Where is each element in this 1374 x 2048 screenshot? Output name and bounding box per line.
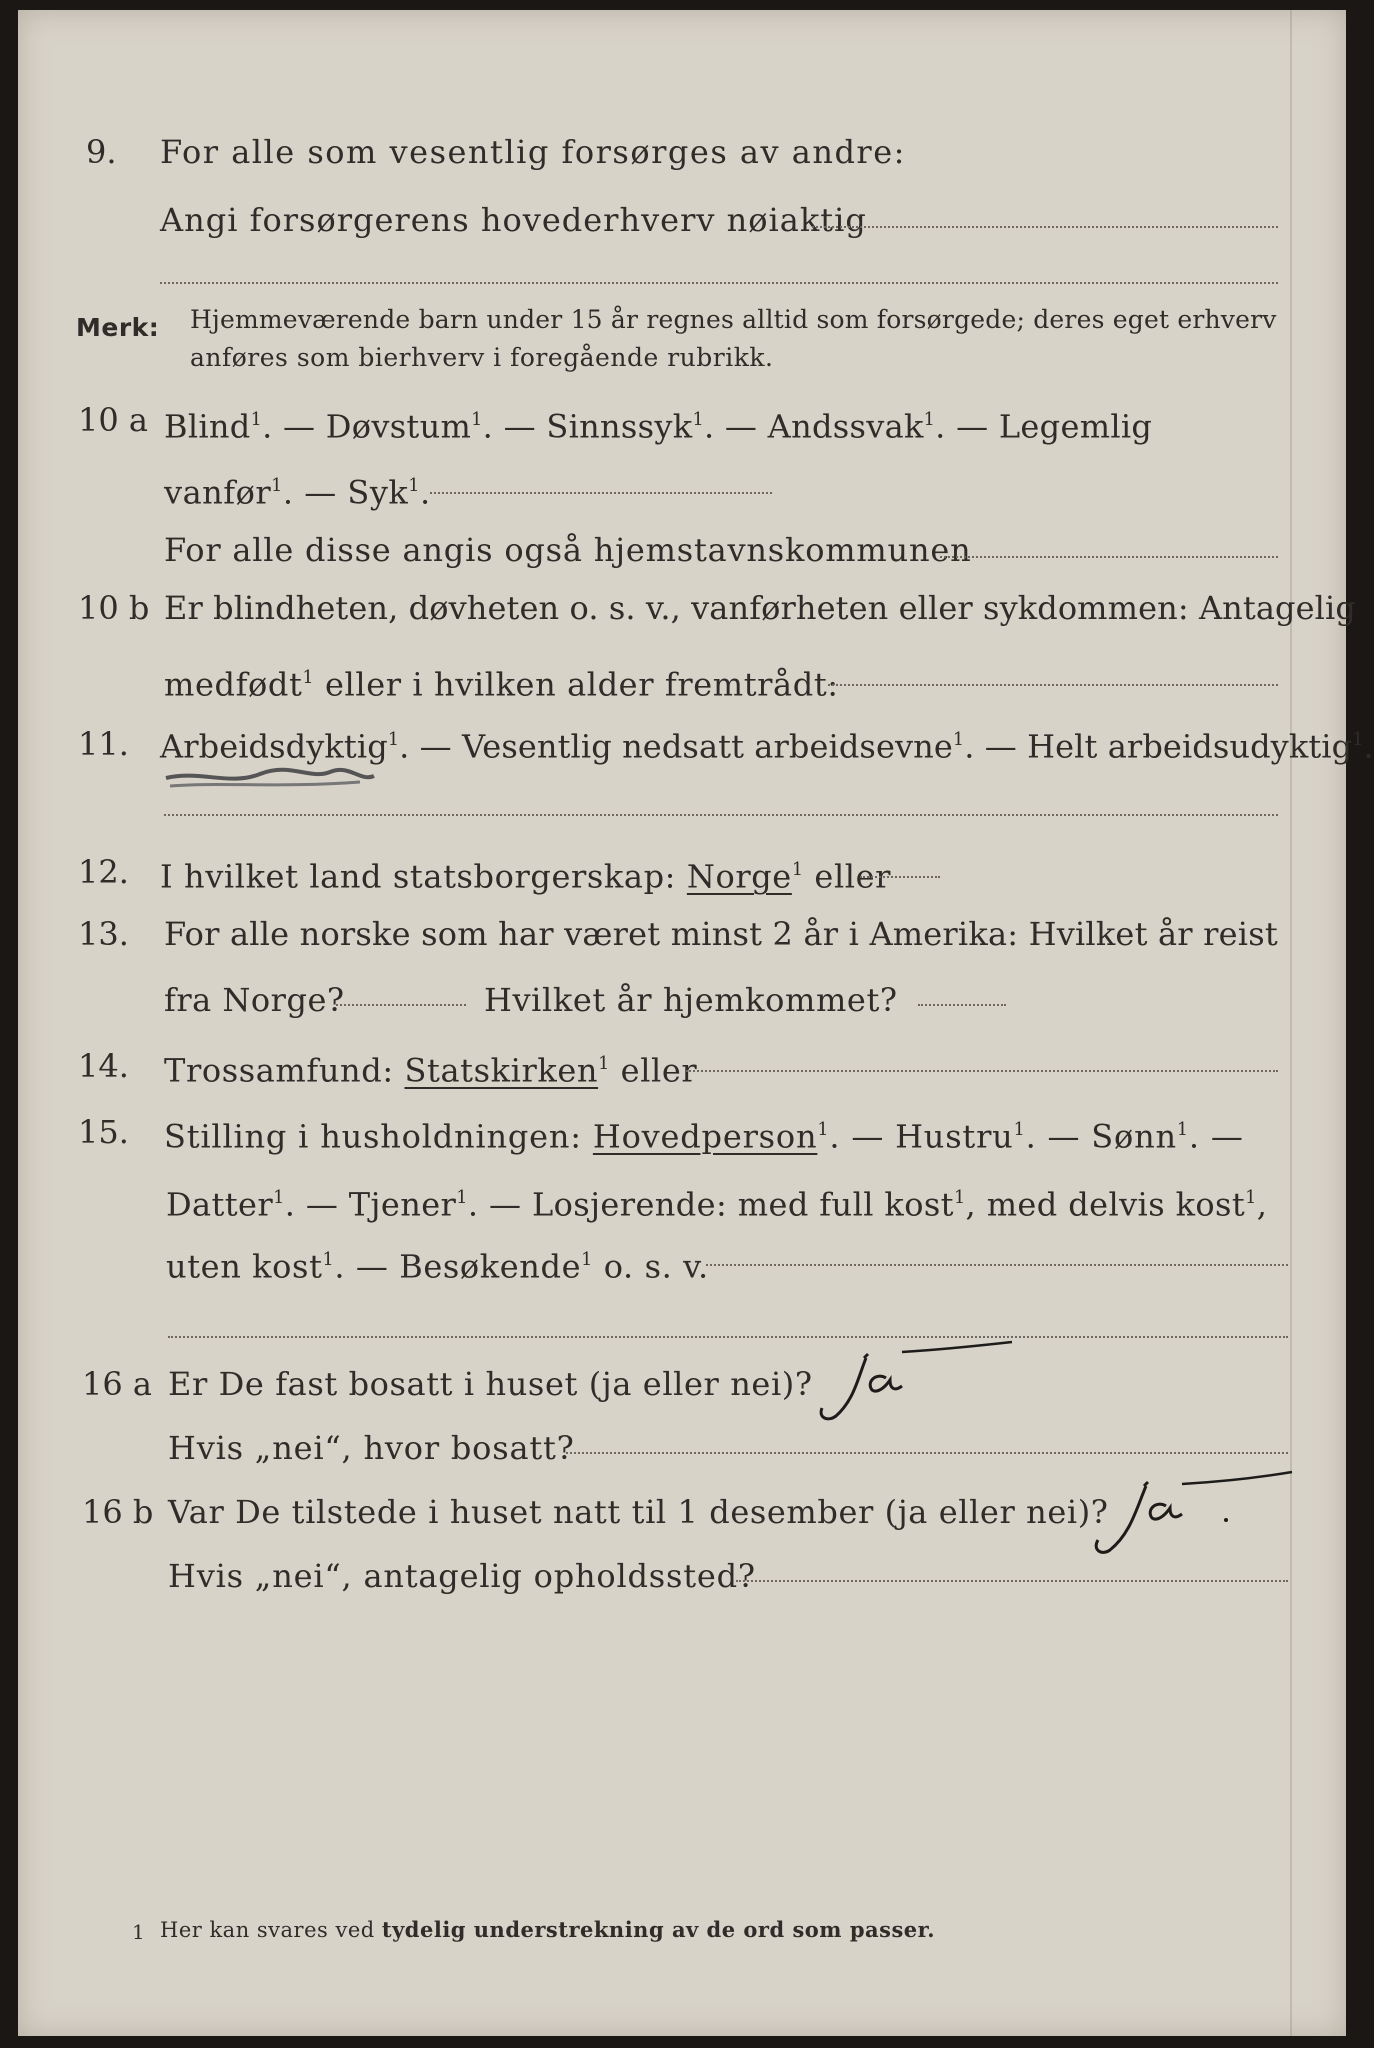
- q16a-answer-line[interactable]: [566, 1452, 1288, 1454]
- q10a-answer-line[interactable]: [430, 492, 772, 494]
- q12-line: I hvilket land statsborgerskap: Norge$^1$ eller: [160, 857, 892, 896]
- footnote-text: Her kan svares ved tydelig understrekning av de ord som passer.: [160, 1917, 936, 1942]
- q12-number: 12.: [78, 853, 129, 891]
- q10b-answer-line[interactable]: [828, 684, 1278, 686]
- q16b-handwritten-answer: [1086, 1470, 1296, 1560]
- q16a-line2: Hvis „nei“, hvor bosatt?: [168, 1429, 575, 1467]
- q14-answer-line[interactable]: [686, 1070, 1278, 1072]
- q9-line2: Angi forsørgerens hovederhverv nøiaktig: [160, 201, 867, 239]
- q13-line2b: Hvilket år hjemkommet?: [484, 981, 898, 1019]
- q13-line2a: fra Norge?: [164, 981, 345, 1019]
- q9-number: 9.: [86, 133, 117, 171]
- q14-number: 14.: [78, 1047, 129, 1085]
- q16a-number: 16 a: [82, 1365, 152, 1403]
- q15-line1: Stilling i husholdningen: Hovedperson$^1$. — Hustru$^1$. — Sønn$^1$. —: [164, 1117, 1244, 1156]
- q13-number: 13.: [78, 915, 129, 953]
- q12-answer-norge: Norge: [686, 857, 792, 896]
- handwritten-strike-mark: [160, 760, 380, 796]
- q13-departed-line[interactable]: [336, 1004, 466, 1006]
- q15-line2: Datter$^1$. — Tjener$^1$. — Losjerende: med full kost$^1$, med delvis kost$^1$,: [166, 1185, 1268, 1224]
- merk-line1: Hjemmeværende barn under 15 år regnes alltid som forsørgede; deres eget erhverv: [190, 305, 1277, 334]
- q10b-line2: medfødt$^1$ eller i hvilken alder fremtrådt:: [164, 665, 839, 704]
- q16b-answer-line[interactable]: [736, 1580, 1288, 1582]
- q10a-number: 10 a: [78, 401, 148, 439]
- q15-answer-line[interactable]: [706, 1264, 1288, 1266]
- q16b-line1: Var De tilstede i huset natt til 1 desember (ja eller nei)?: [168, 1493, 1109, 1531]
- q15-line3: uten kost$^1$. — Besøkende$^1$ o. s. v.: [166, 1247, 709, 1286]
- q16a-line1: Er De fast bosatt i huset (ja eller nei)?: [168, 1365, 813, 1403]
- footnote-mark: 1: [132, 1920, 146, 1944]
- q14-line: Trossamfund: Statskirken$^1$ eller: [164, 1051, 698, 1090]
- q9-answer-line[interactable]: [812, 226, 1278, 228]
- q10a-home-line[interactable]: [940, 556, 1278, 558]
- q10a-line2: vanfør$^1$. — Syk$^1$.: [164, 473, 431, 512]
- q9-answer-line-2[interactable]: [160, 282, 1278, 284]
- paper-fold: [1290, 10, 1292, 2036]
- q10b-line1: Er blindheten, døvheten o. s. v., vanførheten eller sykdommen: Antagelig: [164, 589, 1356, 627]
- q11-answer-line[interactable]: [164, 814, 1278, 816]
- merk-label: Merk:: [76, 313, 160, 342]
- q14-answer-statskirken: Statskirken: [404, 1051, 599, 1090]
- q15-answer-hovedperson: Hovedperson: [592, 1117, 818, 1156]
- q15-number: 15.: [78, 1113, 129, 1151]
- q16a-handwritten-answer: [806, 1338, 1016, 1428]
- q13-line1: For alle norske som har været minst 2 år i Amerika: Hvilket år reist: [164, 915, 1278, 953]
- q15-answer-line-2[interactable]: [168, 1336, 1288, 1338]
- q11-number: 11.: [78, 725, 129, 763]
- q10b-number: 10 b: [78, 589, 150, 627]
- q16b-line2: Hvis „nei“, antagelig opholdssted?: [168, 1557, 756, 1595]
- q11-line: Arbeidsdyktig$^1$. — Vesentlig nedsatt arbeidsevne$^1$. — Helt arbeidsudyktig$^1$.: [160, 727, 1374, 766]
- q10a-line3: For alle disse angis også hjemstavnskommunen: [164, 531, 972, 569]
- q16b-number: 16 b: [82, 1493, 154, 1531]
- merk-line2: anføres som bierhverv i foregående rubrikk.: [190, 343, 774, 372]
- q12-answer-line[interactable]: [860, 876, 940, 878]
- q13-returned-line[interactable]: [918, 1004, 1006, 1006]
- q10a-line1: Blind$^1$. — Døvstum$^1$. — Sinnssyk$^1$. — Andssvak$^1$. — Legemlig: [164, 407, 1153, 446]
- q9-line1: For alle som vesentlig forsørges av andre:: [160, 133, 906, 171]
